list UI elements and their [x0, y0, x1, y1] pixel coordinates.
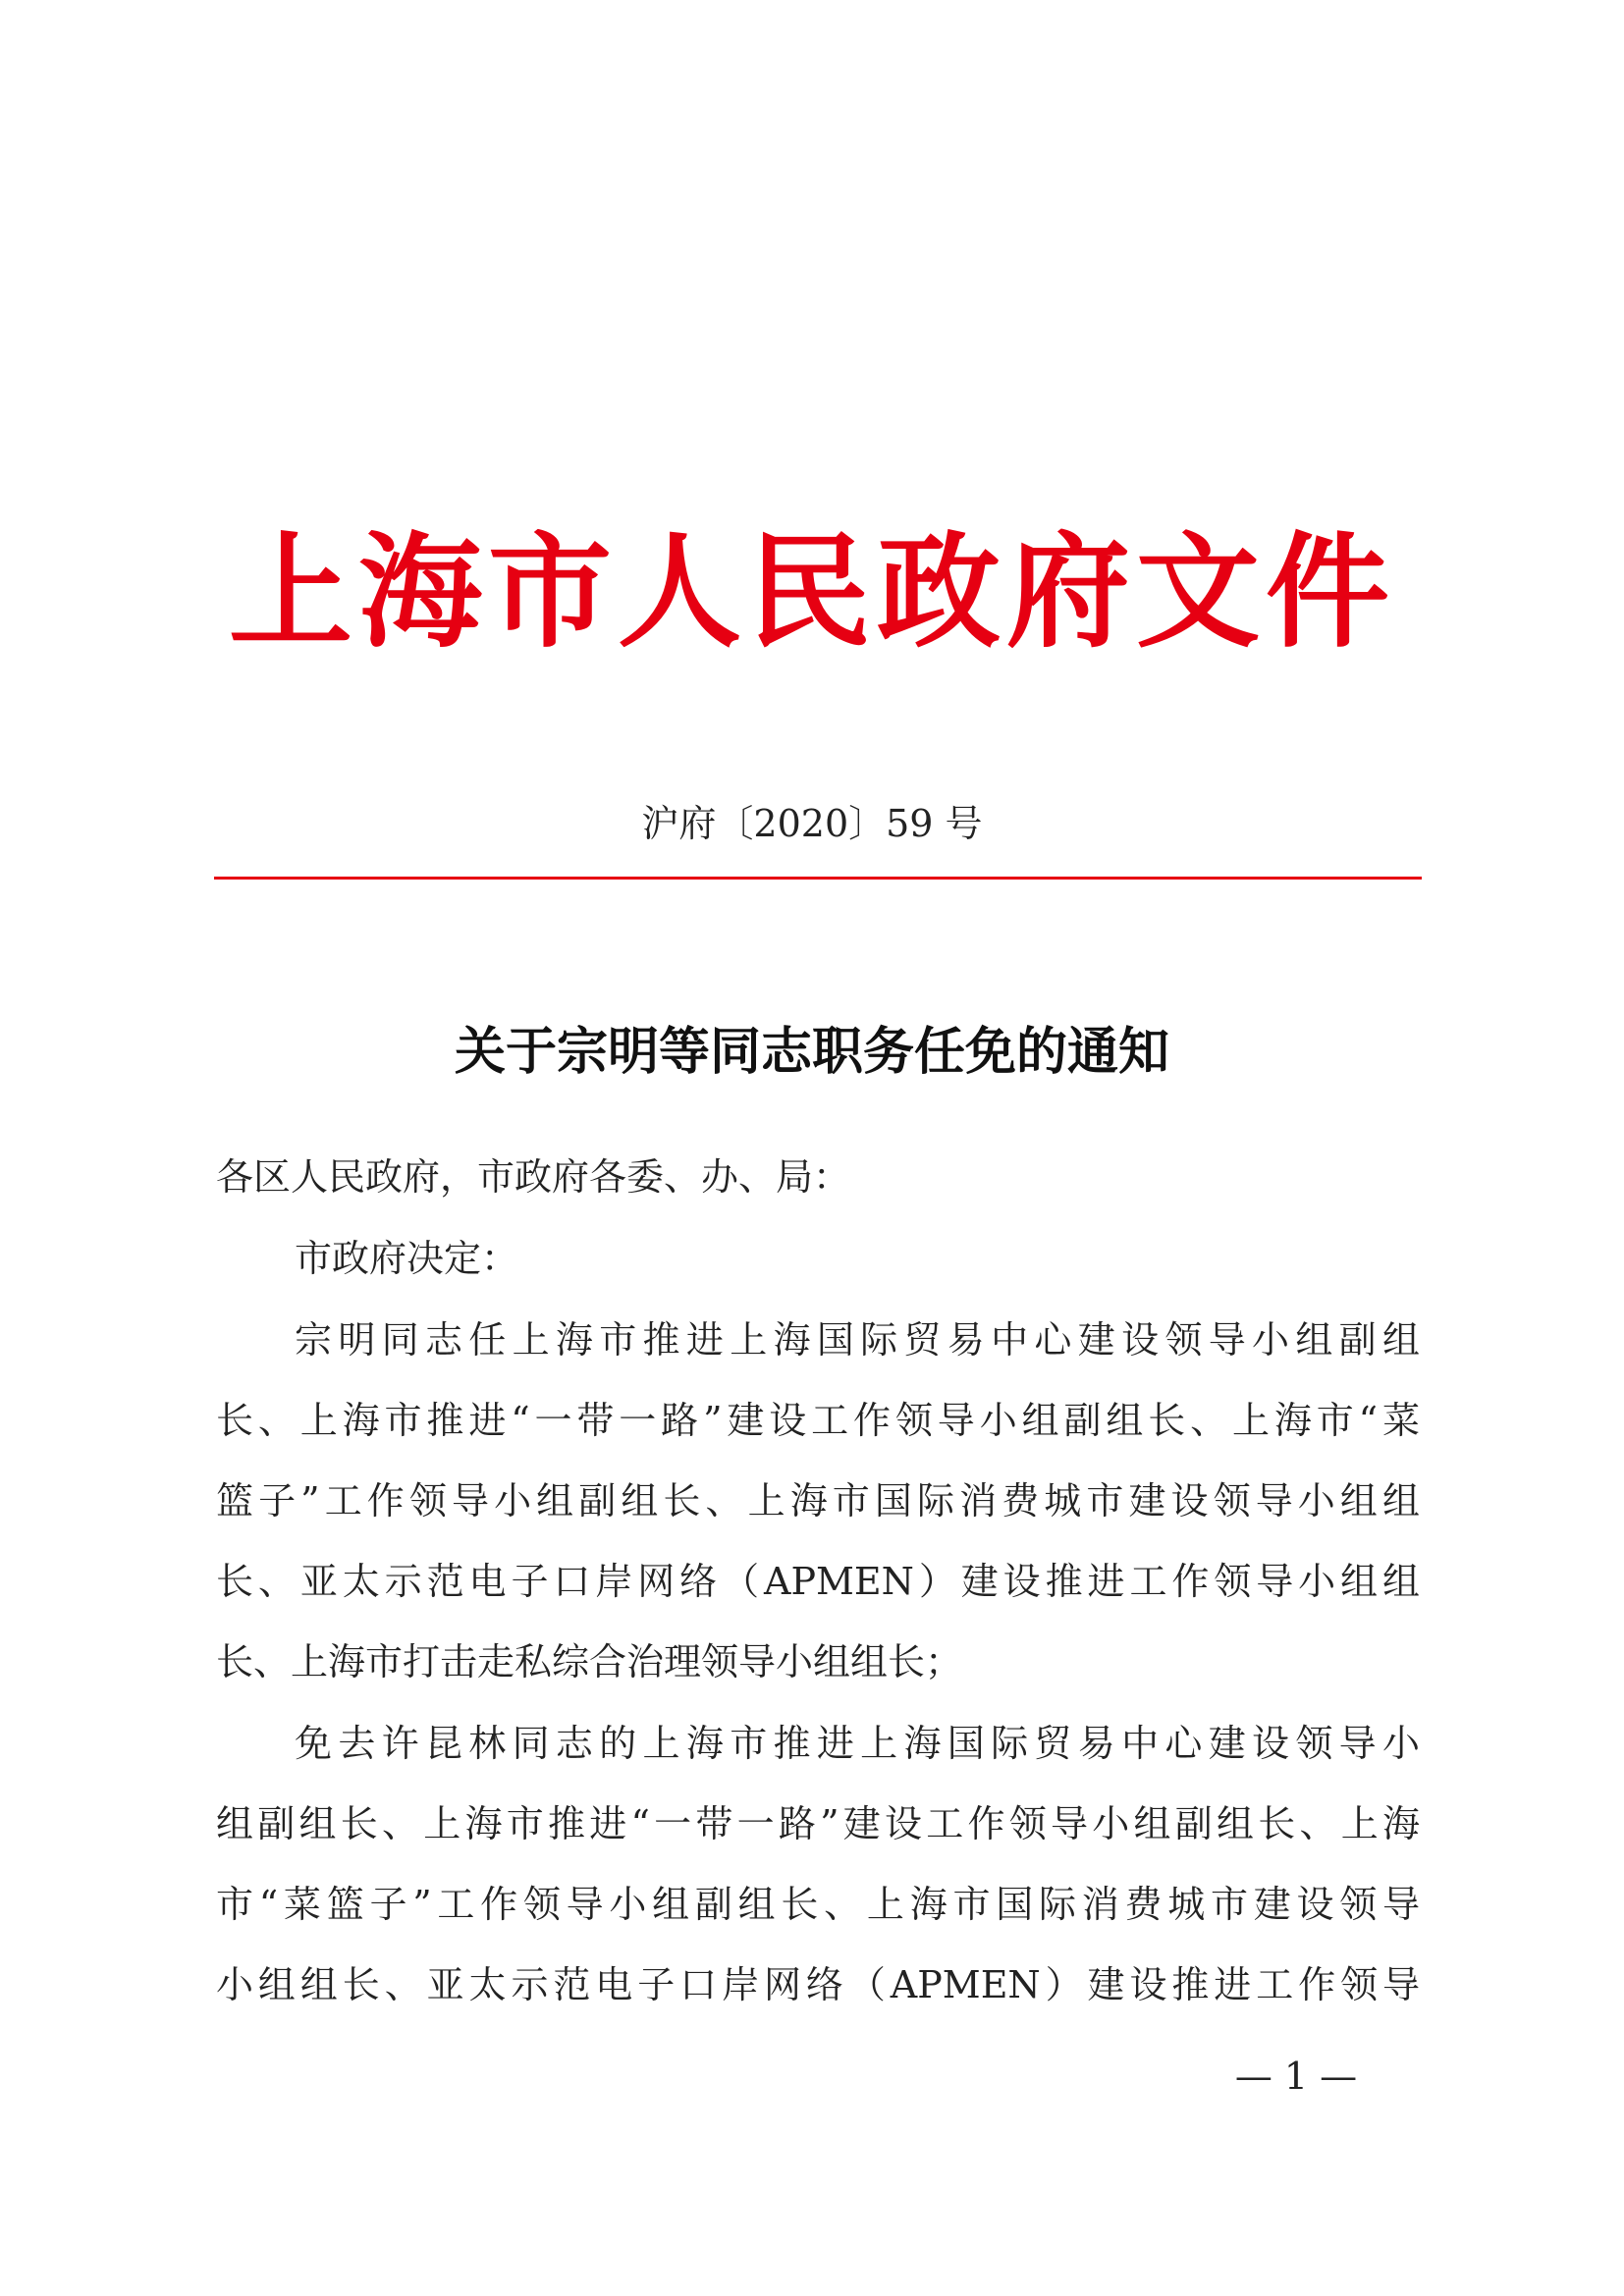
document-number: 沪府〔2020〕59 号 [641, 802, 983, 845]
red-divider-line [214, 877, 1422, 880]
removal-line: 免去许昆林同志的上海市推进上海国际贸易中心建设领导小 [295, 1722, 1420, 1765]
intro-line: 市政府决定： [295, 1237, 519, 1280]
appointment-line: 长、亚太示范电子口岸网络（APMEN）建设推进工作领导小组组 [216, 1560, 1420, 1603]
appointment-line: 宗明同志任上海市推进上海国际贸易中心建设领导小组副组 [295, 1318, 1420, 1362]
appointment-line: 篮子”工作领导小组副组长、上海市国际消费城市建设领导小组组 [216, 1479, 1420, 1522]
removal-line: 市“菜篮子”工作领导小组副组长、上海市国际消费城市建设领导 [216, 1883, 1420, 1926]
issuer-banner: 上海市人民政府文件 [229, 519, 1395, 665]
appointment-line: 长、上海市打击走私综合治理领导小组组长； [216, 1640, 963, 1683]
appointment-line: 长、上海市推进“一带一路”建设工作领导小组副组长、上海市“菜 [216, 1399, 1420, 1442]
removal-line: 组副组长、上海市推进“一带一路”建设工作领导小组副组长、上海 [216, 1802, 1420, 1845]
removal-line: 小组组长、亚太示范电子口岸网络（APMEN）建设推进工作领导 [216, 1963, 1420, 2006]
notice-title: 关于宗明等同志职务任免的通知 [454, 1022, 1169, 1082]
page-number: — 1 — [1234, 2055, 1358, 2098]
addressee-line: 各区人民政府，市政府各委、办、局： [216, 1155, 851, 1199]
